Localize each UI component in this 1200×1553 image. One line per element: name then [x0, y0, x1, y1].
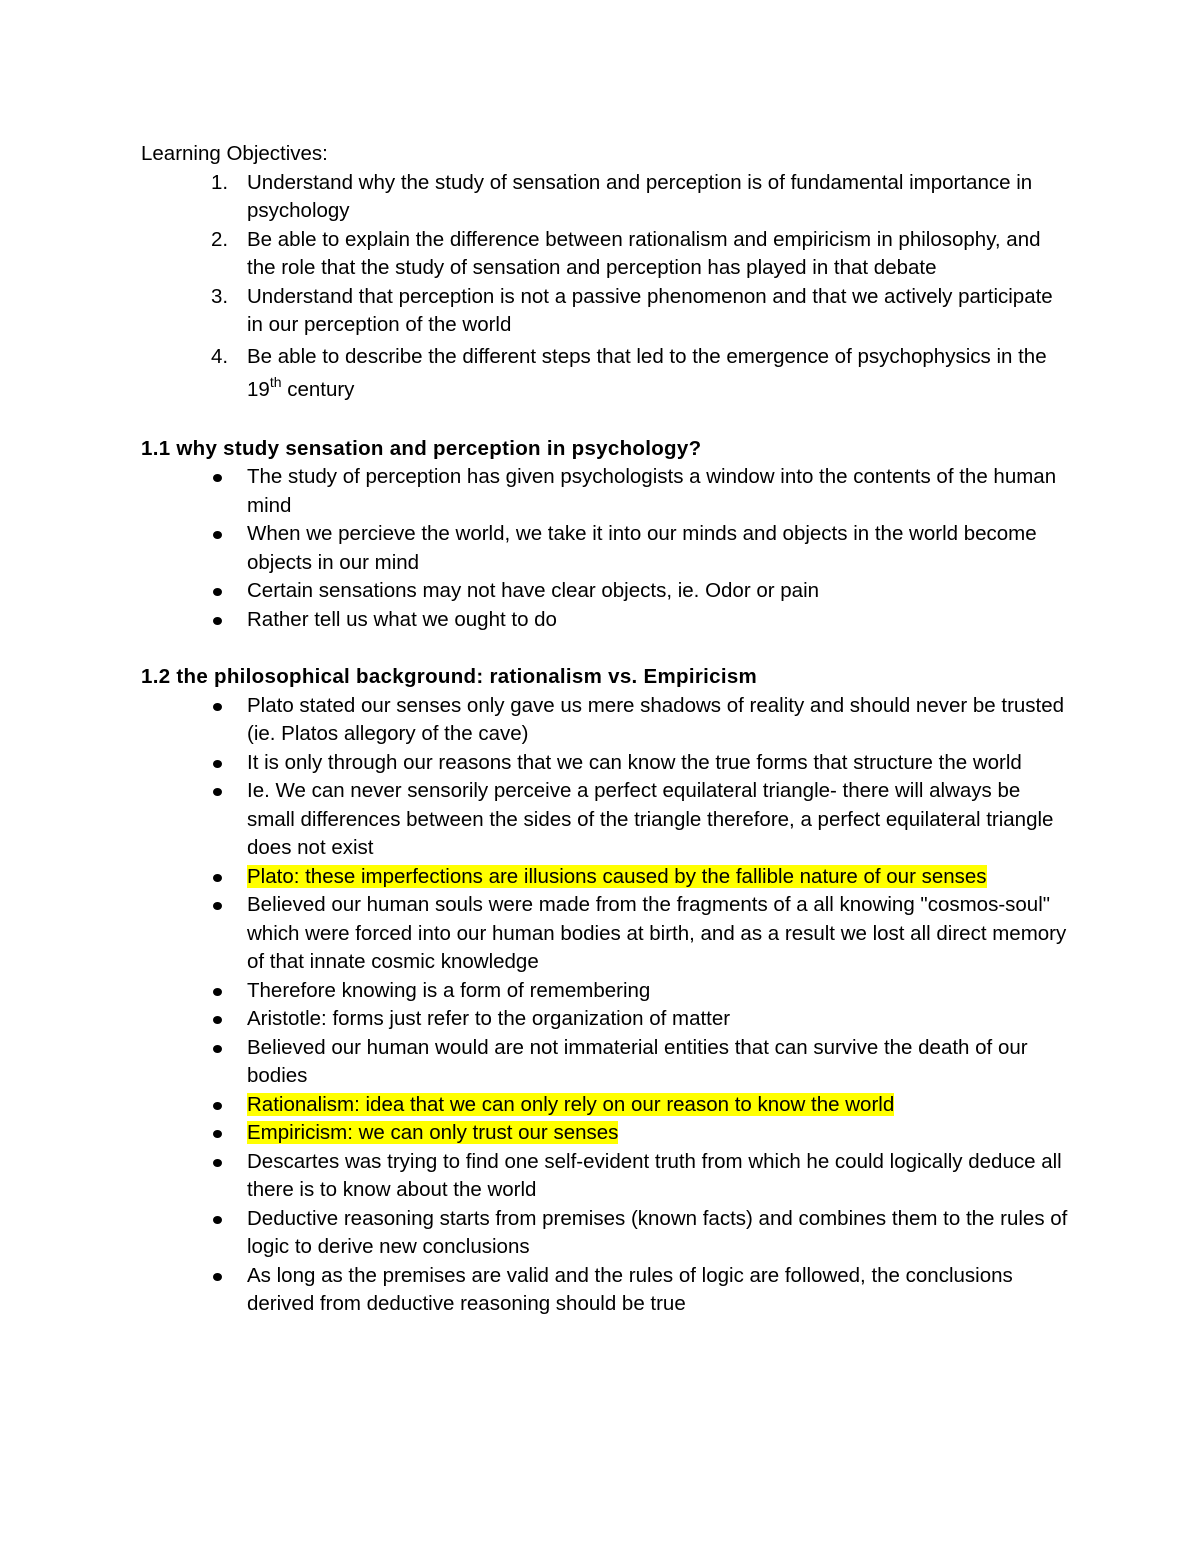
list-item — [141, 520, 1071, 577]
bullet-text: Aristotle: forms just refer to the organization of matter — [247, 1007, 731, 1030]
bullet-icon — [213, 1216, 222, 1224]
bullet-text: Ie. We can never sensorily perceive a perfect equilateral triangle- there will always be small differences between the sides of the triangle therefore, a perfect equilateral triangle does not exist — [247, 779, 1054, 859]
bullet-icon — [213, 1016, 222, 1024]
objective-number: 2. — [211, 227, 229, 251]
bullet-icon — [213, 1130, 222, 1138]
bullet-text: Believed our human would are not immaterial entities that can survive the death of our bodies — [247, 1035, 1028, 1087]
bullet-icon — [213, 874, 222, 882]
bullet-text: When we percieve the world, we take it into our minds and objects in the world become objects in our mind — [247, 522, 1037, 574]
list-item — [141, 977, 1071, 1006]
list-item — [141, 863, 1071, 892]
objective-item-1 — [141, 169, 1071, 226]
bullet-list — [141, 692, 1071, 1319]
objective-text: Understand that perception is not a passive phenomenon and that we actively participate in our perception of the world — [247, 284, 1053, 336]
section-heading: 1.1 why study sensation and perception in psychology? — [141, 436, 702, 460]
objective-number: 1. — [211, 170, 229, 194]
list-item — [141, 463, 1071, 520]
section-1-2 — [141, 663, 1071, 1319]
list-item — [141, 749, 1071, 778]
objective-text-main: Be able to describe the different steps that led to the emergence of psychophysics in the 19 — [247, 344, 1047, 401]
highlighted-text: Empiricism: we can only trust our senses — [247, 1121, 619, 1144]
bullet-text: Believed our human souls were made from the fragments of a all knowing "cosmos-soul" which were forced into our human bodies at birth, and as a result we lost all direct memory of that innate cosmic knowledge — [247, 893, 1067, 973]
list-item — [141, 1034, 1071, 1091]
objective-number: 4. — [211, 344, 229, 368]
document-page — [141, 140, 1071, 1319]
bullet-list — [141, 463, 1071, 634]
bullet-icon — [213, 1102, 222, 1110]
ordinal-superscript: th — [269, 373, 282, 390]
objective-number: 3. — [211, 284, 229, 308]
learning-objectives-list — [141, 169, 1071, 406]
objective-text: Understand why the study of sensation and perception is of fundamental importance in psychology — [247, 170, 1033, 222]
bullet-icon — [213, 760, 222, 768]
bullet-icon — [213, 1045, 222, 1053]
objective-item-4 — [141, 340, 1071, 406]
bullet-icon — [213, 588, 222, 596]
bullet-icon — [213, 1273, 222, 1281]
bullet-text: The study of perception has given psychologists a window into the contents of the human mind — [247, 465, 1057, 517]
bullet-text: It is only through our reasons that we can know the true forms that structure the world — [247, 750, 1022, 774]
objective-text — [247, 345, 1047, 401]
bullet-text: Rather tell us what we ought to do — [247, 607, 557, 631]
highlighted-text: Plato: these imperfections are illusions caused by the fallible nature of our senses — [247, 864, 987, 888]
bullet-icon — [213, 902, 222, 910]
list-item — [141, 1119, 1071, 1148]
bullet-text: Descartes was trying to find one self-evident truth from which he could logically deduce all there is to know about the world — [247, 1149, 1062, 1201]
bullet-icon — [213, 703, 222, 711]
bullet-icon — [213, 531, 222, 539]
list-item — [141, 1005, 1071, 1034]
objective-text-end: century — [281, 377, 355, 401]
list-item — [141, 891, 1071, 977]
list-item — [141, 1091, 1071, 1120]
bullet-icon — [213, 988, 222, 996]
list-item — [141, 1262, 1071, 1319]
bullet-text: As long as the premises are valid and the rules of logic are followed, the conclusions derived from deductive reasoning should be true — [247, 1263, 1013, 1315]
bullet-icon — [213, 1159, 222, 1167]
bullet-icon — [213, 617, 222, 625]
list-item — [141, 777, 1071, 863]
section-1-1 — [141, 435, 1071, 635]
highlighted-text: Rationalism: idea that we can only rely on our reason to know the world — [247, 1092, 895, 1116]
list-item — [141, 1205, 1071, 1262]
list-item — [141, 577, 1071, 606]
document-title: Learning Objectives: — [141, 142, 328, 165]
list-item — [141, 606, 1071, 635]
objective-text: Be able to explain the difference between rationalism and empiricism in philosophy, and the role that the study of sensation and perception has played in that debate — [247, 227, 1041, 279]
list-item — [141, 1148, 1071, 1205]
bullet-text: Certain sensations may not have clear objects, ie. Odor or pain — [247, 579, 820, 602]
bullet-icon — [213, 788, 222, 796]
section-heading: 1.2 the philosophical background: rationalism vs. Empiricism — [141, 665, 758, 688]
list-item — [141, 692, 1071, 749]
bullet-text: Plato stated our senses only gave us mere shadows of reality and should never be trusted (ie. Platos allegory of the cave) — [247, 693, 1065, 745]
bullet-icon — [213, 474, 222, 482]
objective-item-3 — [141, 283, 1071, 340]
bullet-text: Therefore knowing is a form of remembering — [247, 978, 651, 1002]
objective-item-2 — [141, 226, 1071, 283]
bullet-text: Deductive reasoning starts from premises (known facts) and combines them to the rules of logic to derive new conclusions — [247, 1206, 1068, 1258]
